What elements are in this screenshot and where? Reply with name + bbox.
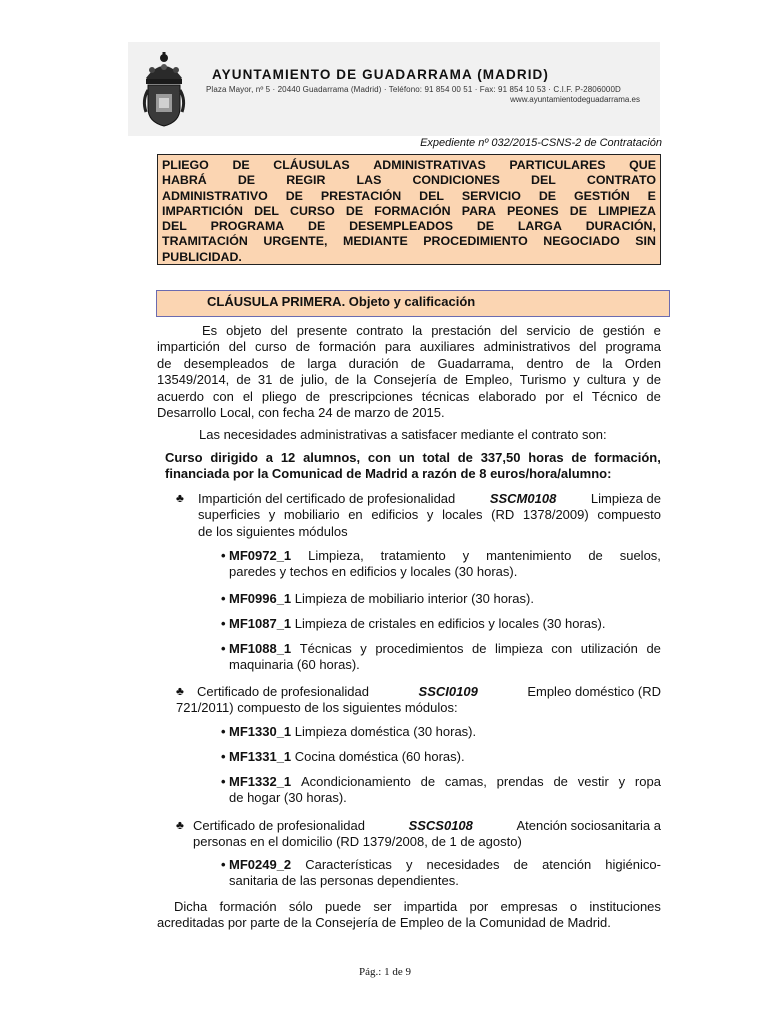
word: LARGA [517, 219, 562, 234]
word: CONDICIONES [412, 173, 500, 188]
bullet-dot-icon: • [221, 591, 226, 606]
word: por [545, 388, 564, 404]
word: un [398, 450, 415, 465]
word: horas [528, 450, 564, 465]
module-line: paredes y techos en edificios y locales (30 horas). [229, 564, 518, 580]
word: puede [324, 899, 362, 914]
bullet-dot-icon: • [221, 749, 226, 764]
word: de [553, 774, 568, 789]
paragraph-needs: Las necesidades administrativas a satisfacer mediante el contrato son: [199, 427, 607, 442]
word: de [295, 339, 311, 355]
bullet-dot-icon: • [221, 641, 226, 656]
word: SIN [635, 234, 656, 249]
word: PUBLICIDAD. [162, 249, 242, 264]
word: de [457, 450, 473, 465]
word: auxiliares [419, 339, 475, 355]
word: vestir [577, 774, 609, 789]
word: IMPARTICIÓN [162, 203, 243, 218]
word: higiénico- [605, 857, 661, 872]
word: Curso [165, 450, 203, 465]
word: contrato [356, 323, 404, 338]
module-line [229, 749, 661, 765]
word: de [157, 355, 172, 371]
word: FORMACIÓN [374, 203, 451, 218]
word: 1378/2009) [522, 507, 589, 523]
word: Acondicionamiento [300, 774, 411, 789]
course-summary [165, 450, 661, 483]
certificate-name: Atención sociosanitaria a [516, 818, 661, 833]
word: y [405, 857, 413, 872]
closing-paragraph [157, 899, 661, 932]
certificate-intro: Certificado de profesionalidad [197, 684, 369, 699]
word: ser [373, 899, 392, 914]
word: QUE [629, 158, 656, 172]
title-line [162, 158, 656, 173]
word: LAS [356, 173, 382, 188]
word: de [420, 774, 436, 789]
file-reference: Expediente nº 032/2015-CSNS-2 de Contratación [420, 137, 662, 149]
course-line [165, 450, 661, 466]
word: DURACIÓN, [585, 219, 656, 234]
word: Consejería [373, 372, 437, 388]
clause-header [156, 290, 670, 317]
bullet-dot-icon: • [221, 857, 226, 872]
bullet-dot-icon: • [221, 774, 226, 789]
word: camas, [444, 774, 487, 789]
word: de [575, 355, 591, 371]
word: programa [605, 339, 661, 355]
bullet-dot-icon: • [221, 616, 226, 631]
word: URGENTE, [263, 234, 328, 249]
certificate-line [193, 818, 661, 834]
word: con [551, 641, 573, 656]
word: de [279, 372, 294, 388]
word: de [236, 372, 251, 388]
word: desempleados [183, 355, 269, 371]
word: DE [285, 188, 303, 203]
module-item [229, 641, 661, 674]
word: del [270, 323, 288, 338]
word: PLIEGO [162, 158, 209, 172]
word: edificios [371, 507, 419, 523]
word: Guadarrama, [437, 355, 515, 371]
word: (RD [491, 507, 515, 523]
certificate-code: SSCS0108 [408, 818, 473, 833]
word: de [579, 323, 594, 338]
module-code: MF1330_1 [229, 724, 292, 739]
word: el [572, 388, 583, 404]
closing-line [157, 899, 661, 915]
word: y [618, 774, 626, 789]
word: compuesto [597, 507, 661, 523]
word: y [462, 548, 470, 563]
word: gestión [602, 323, 645, 338]
closing-line: acreditadas por parte de la Consejería de Empleo de la Comunidad de Madrid. [157, 915, 611, 931]
paragraph-line [157, 356, 661, 372]
word: con [367, 450, 392, 465]
word: Empleo, [464, 372, 513, 388]
word: de [646, 388, 661, 404]
paragraph-line [157, 339, 661, 355]
module-item [229, 774, 661, 807]
word: DE [345, 203, 364, 218]
word: PARA [461, 203, 496, 218]
word: DE [476, 219, 495, 234]
page-number: Pág.: 1 de 9 [359, 966, 411, 978]
word: formación, [594, 450, 661, 465]
word: DEL [419, 188, 444, 203]
word: mobiliario [283, 507, 340, 523]
word: prescripciones [328, 388, 413, 404]
word: E [647, 188, 656, 203]
word: impartición [157, 339, 220, 355]
word: de [280, 355, 296, 371]
word: TRAMITACIÓN [162, 234, 248, 249]
word: formación [219, 899, 277, 914]
module-line [229, 591, 661, 607]
certificate-line [197, 684, 661, 700]
module-item [229, 857, 661, 890]
word: del [228, 339, 247, 355]
word: Dicha [174, 899, 208, 914]
module-line: sanitaria de las personas dependientes. [229, 873, 459, 889]
word: y [268, 507, 276, 523]
word: la [356, 372, 367, 388]
word: de [443, 372, 458, 388]
word: superficies [198, 507, 261, 523]
title-line [162, 189, 656, 204]
word: sólo [288, 899, 313, 914]
certificate-line [198, 507, 661, 523]
title-line [162, 173, 656, 188]
word: de [410, 355, 426, 371]
word: GESTIÓN [573, 188, 630, 203]
module-line [229, 857, 661, 873]
word: locales [442, 507, 483, 523]
module-line: de hogar (30 horas). [229, 790, 347, 806]
word: PROCEDIMIENTO [423, 234, 528, 249]
word: LIMPIEZA [598, 203, 656, 218]
word: larga [307, 355, 337, 371]
word: HABRÁ [162, 173, 207, 188]
certificate-line: de los siguientes módulos [198, 523, 348, 539]
word: Es [202, 323, 218, 338]
module-line [229, 548, 661, 564]
word: CURSO [290, 203, 335, 218]
certificate-intro: Certificado de profesionalidad [193, 818, 365, 833]
word: objeto [226, 323, 262, 338]
paragraph-line: Desarrollo Local, con fecha 24 de marzo de 2015. [157, 405, 445, 421]
word: mantenimiento [486, 548, 572, 563]
word: Técnicas [299, 641, 352, 656]
word: y [426, 507, 434, 523]
module-item [229, 616, 661, 632]
certificate-name: Limpieza de [590, 491, 661, 506]
paragraph-object [157, 323, 661, 421]
certificate-code: SSCM0108 [489, 491, 557, 506]
word: pliego [261, 388, 297, 404]
certificate-line: personas en el domicilio (RD 1379/2008, de 1 de agosto) [193, 834, 522, 850]
certificate-ssci0109 [197, 684, 661, 700]
word: y [632, 372, 640, 388]
word: elaborado [478, 388, 537, 404]
certificate-name: Empleo doméstico (RD [527, 684, 661, 699]
word: DEL [531, 173, 556, 188]
word: Características [305, 857, 392, 872]
word: 337,50 [480, 450, 521, 465]
word: duración [348, 355, 399, 371]
module-description: Limpieza de cristales en edificios y locales (30 horas). [291, 616, 606, 631]
bullet-dot-icon: • [221, 724, 226, 739]
word: CONTRATO [586, 173, 656, 188]
module-code: MF1088_1 [229, 641, 292, 656]
word: curso [254, 339, 287, 355]
word: impartida [403, 899, 458, 914]
certificate-sscm0108 [198, 491, 661, 540]
module-code: MF0249_2 [229, 857, 292, 872]
title-line [162, 250, 656, 265]
word: por [469, 899, 489, 914]
word: dentro [526, 355, 564, 371]
module-code: MF1332_1 [229, 774, 292, 789]
module-description: Limpieza de mobiliario interior (30 horas). [291, 591, 534, 606]
word: atención [542, 857, 592, 872]
module-line [229, 641, 661, 657]
letterhead-address: Plaza Mayor, nº 5 · 20440 Guadarrama (Madrid) · Teléfono: 91 854 00 51 · Fax: 91 854 10 53 · C.I.F. P-2806000D [206, 85, 621, 94]
word: servicio [526, 323, 571, 338]
word: formación [318, 339, 376, 355]
word: REGIR [286, 173, 326, 188]
word: julio, [300, 372, 328, 388]
word: y [360, 641, 367, 656]
paragraph-line [157, 389, 661, 405]
module-item [229, 724, 661, 740]
word: SERVICIO [461, 188, 521, 203]
word: la [602, 355, 613, 371]
word: DEL [254, 203, 279, 218]
word: 12 [280, 450, 296, 465]
certificate-code: SSCI0109 [418, 684, 478, 699]
word: DE [569, 203, 588, 218]
word: de [334, 372, 350, 388]
word: del [579, 339, 597, 355]
word: tratamiento [380, 548, 446, 563]
word: PEONES [507, 203, 559, 218]
document-title-box [157, 154, 661, 265]
word: administrativos [483, 339, 571, 355]
title-line [162, 204, 656, 219]
club-bullet-icon: ♣ [176, 818, 184, 832]
word: 31 [257, 372, 273, 388]
word: DE [232, 158, 250, 172]
word: presente [296, 323, 348, 338]
word: con [212, 388, 234, 404]
module-code: MF0996_1 [229, 591, 292, 606]
module-item [229, 591, 661, 607]
word: de [588, 548, 603, 563]
word: Limpieza, [308, 548, 364, 563]
bullet-dot-icon: • [221, 548, 226, 563]
certificate-line: 721/2011) compuesto de los siguientes módulos: [176, 700, 458, 715]
module-line [229, 774, 661, 790]
module-code: MF1331_1 [229, 749, 292, 764]
module-line: maquinaria (60 horas). [229, 657, 360, 673]
word: empresas [500, 899, 558, 914]
club-bullet-icon: ♣ [176, 684, 184, 698]
word: Técnico [591, 388, 638, 404]
word: 13549/2014, [157, 372, 230, 388]
word: para [384, 339, 411, 355]
word: de [472, 641, 487, 656]
word: DEL [162, 219, 187, 234]
word: DE [308, 219, 326, 234]
title-line [162, 219, 656, 234]
letterhead-title: AYUNTAMIENTO DE GUADARRAMA (MADRID) [212, 67, 549, 82]
module-description: Cocina doméstica (60 horas). [291, 749, 465, 764]
paragraph-line [157, 372, 661, 388]
word: instituciones [589, 899, 661, 914]
module-code: MF1087_1 [229, 616, 292, 631]
module-item [229, 548, 661, 581]
clause-title: CLÁUSULA PRIMERA. Objeto y calificación [207, 294, 476, 309]
word: PARTICULARES [509, 158, 606, 172]
module-code: MF0972_1 [229, 548, 292, 563]
word: necesidades [426, 857, 500, 872]
word: técnicas [421, 388, 470, 404]
word: dirigido [210, 450, 259, 465]
title-line [162, 234, 656, 249]
word: a [265, 450, 274, 465]
word: el [242, 388, 253, 404]
certificate-line [198, 491, 661, 507]
word: prendas [496, 774, 544, 789]
word: DESEMPLEADOS [349, 219, 454, 234]
word: prestación [431, 323, 492, 338]
word: PRESTACIÓN [320, 188, 402, 203]
word: e [653, 323, 661, 338]
word: Orden [624, 355, 661, 371]
word: de [646, 641, 661, 656]
word: PROGRAMA [210, 219, 285, 234]
coat-of-arms-icon [140, 50, 188, 128]
word: Turismo [519, 372, 567, 388]
word: de [305, 388, 320, 404]
word: o [569, 899, 578, 914]
module-item [229, 749, 661, 765]
word: utilización [580, 641, 638, 656]
module-description: Limpieza doméstica (30 horas). [291, 724, 477, 739]
module-line [229, 616, 661, 632]
word: cultura [586, 372, 626, 388]
word: la [412, 323, 423, 338]
word: limpieza [495, 641, 543, 656]
word: de [571, 450, 587, 465]
certificate-intro: Impartición del certificado de profesionalidad [198, 491, 456, 506]
word: total [422, 450, 450, 465]
club-bullet-icon: ♣ [176, 491, 184, 505]
word: ropa [634, 774, 661, 789]
word: procedimientos [375, 641, 464, 656]
word: alumnos, [303, 450, 361, 465]
word: ADMINISTRATIVAS [373, 158, 486, 172]
word: DE [538, 188, 557, 203]
word: acuerdo [157, 388, 204, 404]
module-line [229, 724, 661, 740]
letterhead-website: www.ayuntamientodeguadarrama.es [510, 95, 640, 104]
paragraph-line [157, 323, 661, 339]
word: CLÁUSULAS [273, 158, 350, 172]
course-line: financiada por la Comunicad de Madrid a razón de 8 euros/hora/alumno: [165, 466, 612, 482]
word: NEGOCIADO [543, 234, 620, 249]
word: suelos, [619, 548, 661, 563]
word: del [500, 323, 518, 338]
certificate-sscs0108 [193, 818, 661, 851]
word: de [513, 857, 529, 872]
word: ADMINISTRATIVO [162, 188, 268, 203]
word: de [646, 372, 661, 388]
word: DE [237, 173, 256, 188]
word: MEDIANTE [343, 234, 408, 249]
word: y [573, 372, 580, 388]
word: en [348, 507, 363, 523]
